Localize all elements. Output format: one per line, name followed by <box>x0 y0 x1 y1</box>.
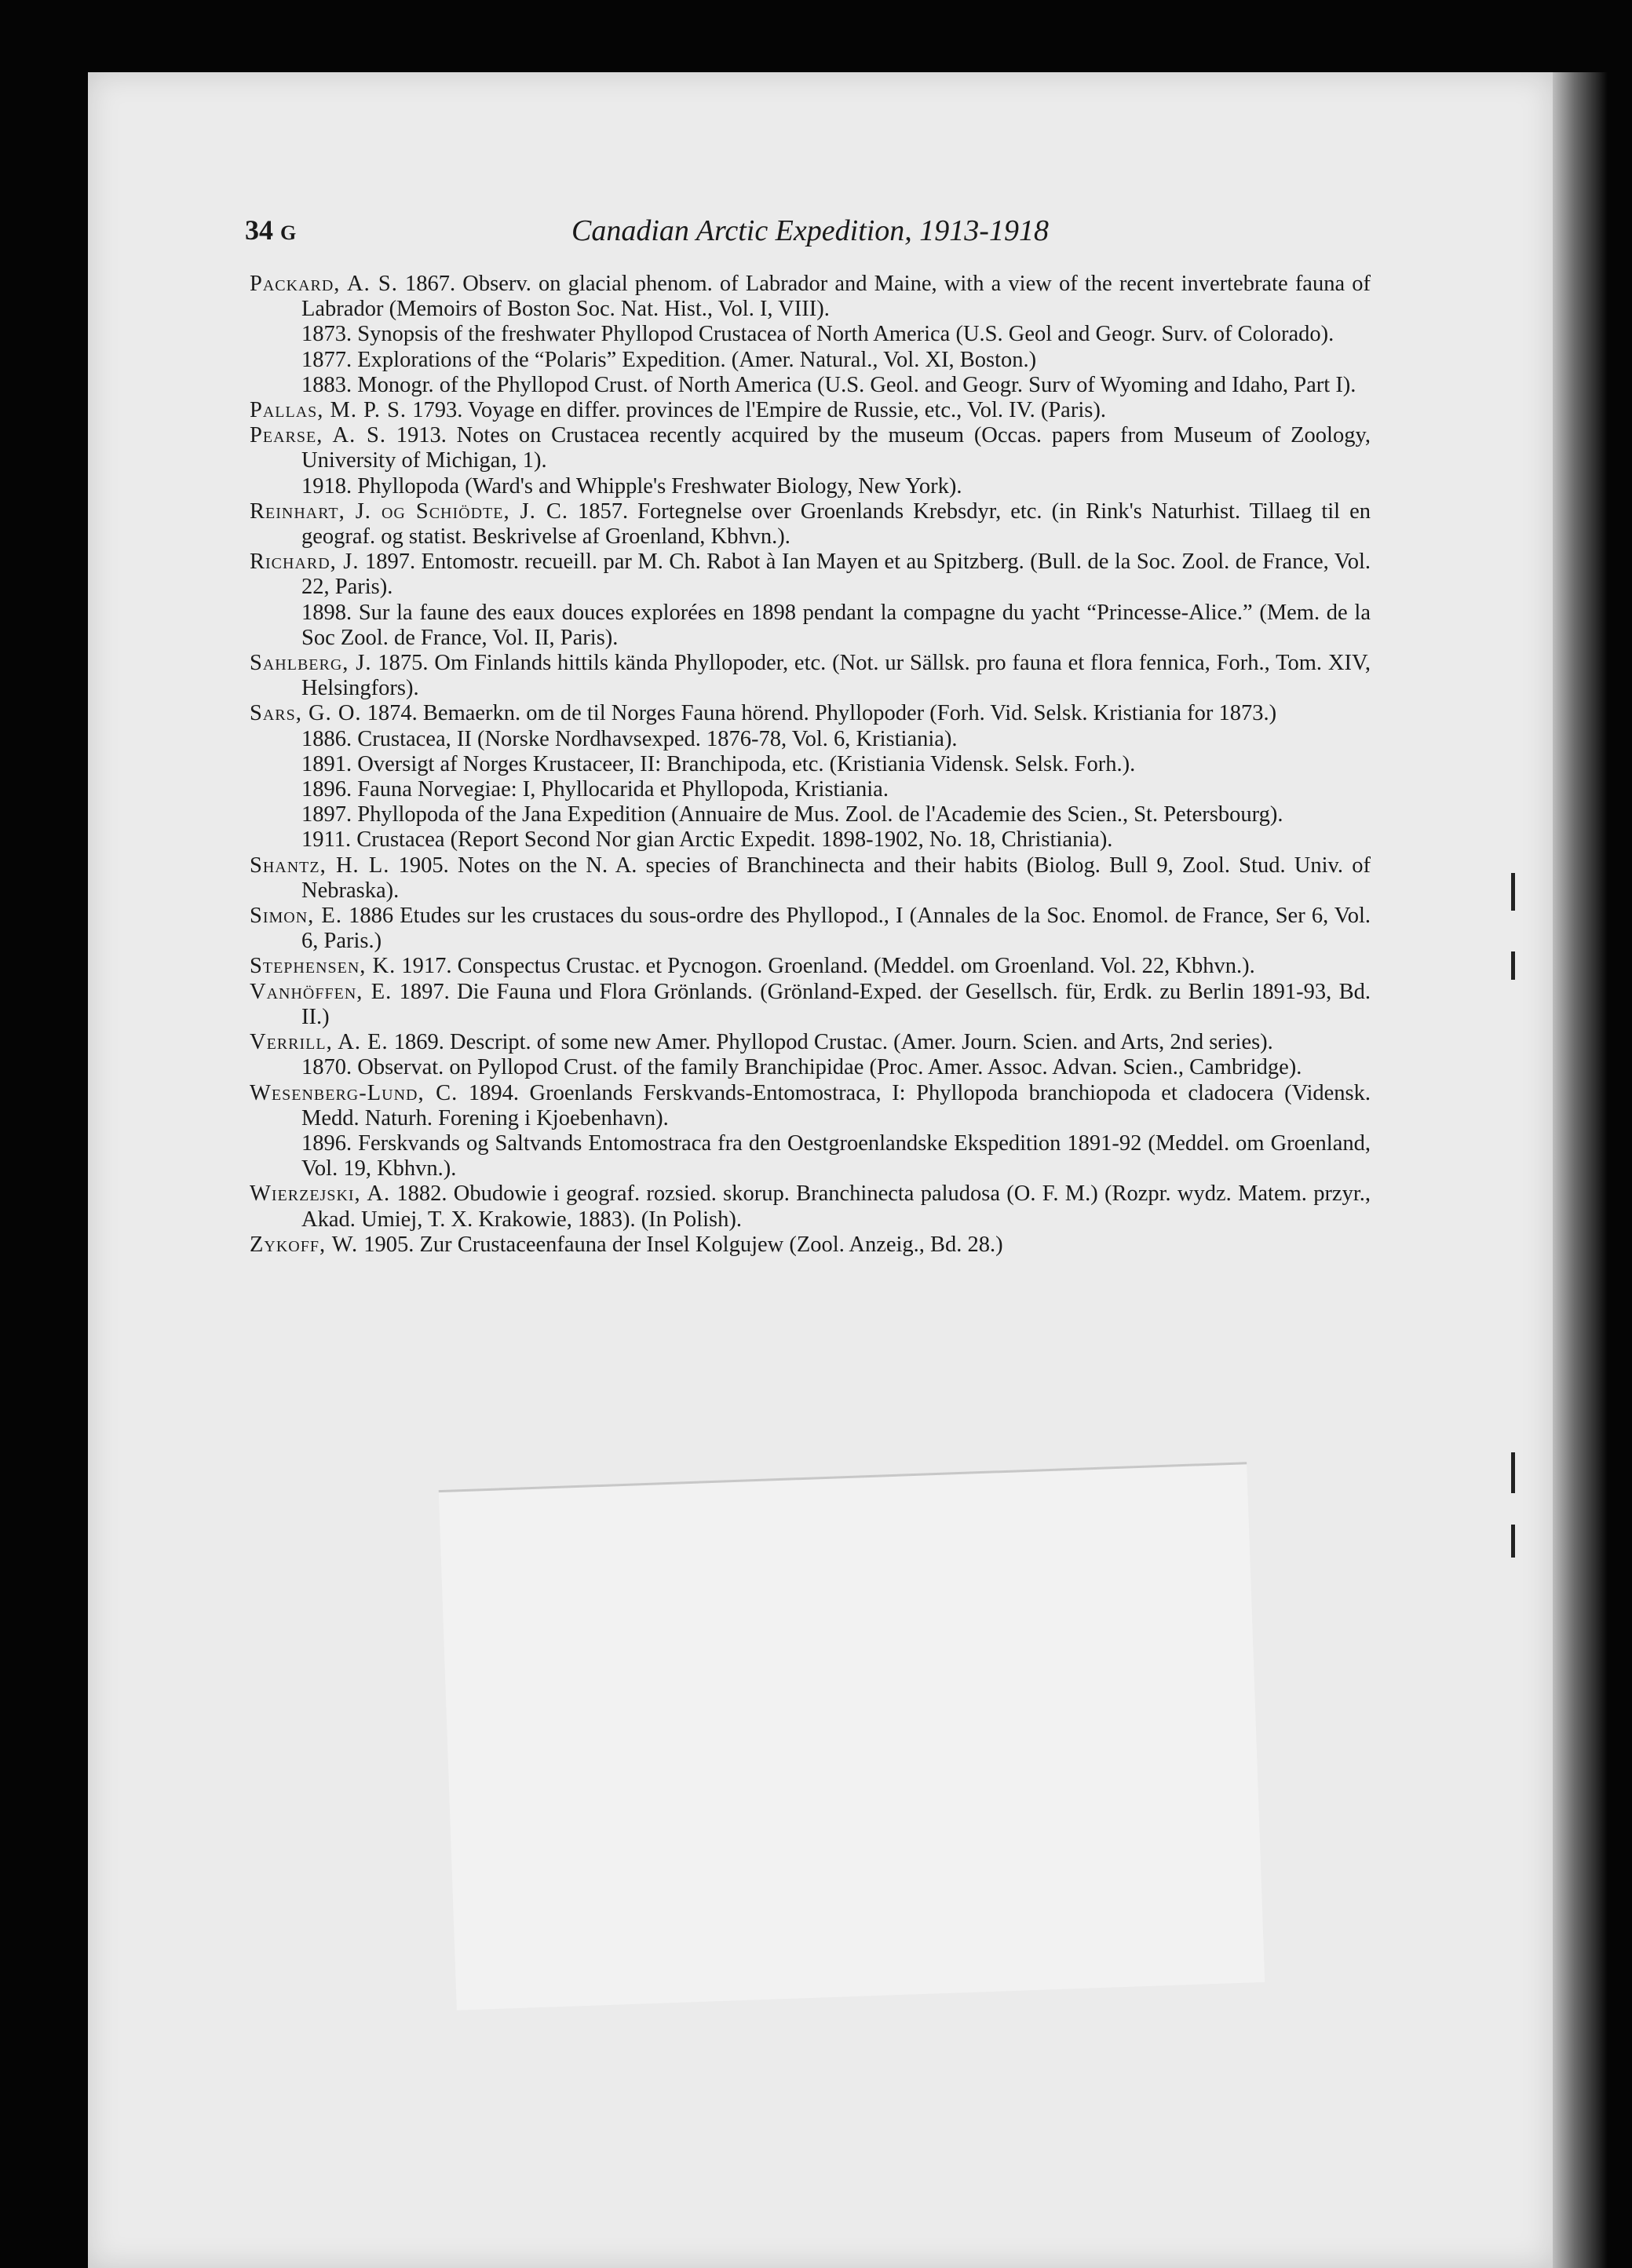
entry-author: Reinhart, J. og Schiödte, J. C. <box>250 499 568 524</box>
paper-fold-mark <box>439 1462 1265 2011</box>
bibliography-entry <box>250 322 1371 347</box>
bibliography-entry <box>250 727 1371 752</box>
book-binding-edge <box>1553 72 1608 2268</box>
entry-author: Wierzejski, A. <box>250 1181 391 1207</box>
bibliography-list <box>250 272 1371 1258</box>
bibliography-entry <box>250 423 1371 473</box>
entry-text: 1869. Descript. of some new Amer. Phyllopod Crustac. (Amer. Journ. Scien. and Arts, 2nd series). <box>388 1030 1273 1055</box>
entry-text: 1896. Fauna Norvegiae: I, Phyllocarida et Phyllopoda, Kristiania. <box>301 777 889 802</box>
bibliography-entry <box>250 1233 1371 1258</box>
entry-text: 1886. Crustacea, II (Norske Nordhavsexped. 1876-78, Vol. 6, Kristiania). <box>301 726 958 751</box>
margin-mark <box>1511 1525 1515 1558</box>
entry-text: 1896. Ferskvands og Saltvands Entomostraca fra den Oestgroenlandske Ekspedition 1891-92 (Meddel. om Groenland, Vol. 19, Kbhvn.). <box>301 1130 1371 1181</box>
entry-text: 1905. Zur Crustaceenfauna der Insel Kolgujew (Zool. Anzeig., Bd. 28.) <box>358 1232 1003 1257</box>
entry-text: 1918. Phyllopoda (Ward's and Whipple's Freshwater Biology, New York). <box>301 473 962 499</box>
bibliography-entry <box>250 827 1371 853</box>
entry-text: 1874. Bemaerkn. om de til Norges Fauna hörend. Phyllopoder (Forh. Vid. Selsk. Kristiania for 1873.) <box>361 701 1277 726</box>
margin-mark <box>1511 951 1515 980</box>
bibliography-entry <box>250 474 1371 499</box>
bibliography-entry <box>250 802 1371 827</box>
margin-mark <box>1511 873 1515 911</box>
entry-text: 1898. Sur la faune des eaux douces explorées en 1898 pendant la compagne du yacht “Princesse-Alice.” (Mem. de la Soc Zool. de France, Vol. II, Paris). <box>301 600 1371 650</box>
entry-author: Packard, A. S. <box>250 272 398 296</box>
entry-author: Simon, E. <box>250 904 342 929</box>
bibliography-entry <box>250 499 1371 550</box>
entry-text: 1897. Phyllopoda of the Jana Expedition (Annuaire de Mus. Zool. de l'Academie des Scien., St. Petersbourg). <box>301 802 1283 827</box>
bibliography-entry <box>250 398 1371 423</box>
page-number: 34 G <box>245 214 297 246</box>
bibliography-entry <box>250 373 1371 398</box>
entry-text: 1886 Etudes sur les crustaces du sous-ordre des Phyllopod., I (Annales de la Soc. Enomol. de France, Ser 6, Vol. 6, Paris.) <box>301 904 1371 954</box>
entry-text: 1870. Observat. on Pyllopod Crust. of the family Branchipidae (Proc. Amer. Assoc. Advan. Scien., Cambridge). <box>301 1055 1302 1080</box>
entry-author: Pallas, M. P. S. <box>250 398 407 423</box>
entry-author: Verrill, A. E. <box>250 1030 389 1055</box>
entry-text: 1894. Groenlands Ferskvands-Entomostraca, I: Phyllopoda branchiopoda et cladocera (Vidensk. Medd. Naturh. Forening i Kjoebenhavn). <box>301 1080 1371 1130</box>
entry-text: 1875. Om Finlands hittils kända Phyllopoder, etc. (Not. ur Sällsk. pro fauna et flora fennica, Forh., Tom. XIV, Helsingfors). <box>301 651 1371 701</box>
entry-text: 1891. Oversigt af Norges Krustaceer, II: Branchipoda, etc. (Kristiania Vidensk. Selsk. Forh.). <box>301 751 1136 776</box>
page-header <box>245 214 1375 253</box>
entry-author: Zykoff, W. <box>250 1232 359 1257</box>
entry-author: Sahlberg, J. <box>250 651 372 676</box>
entry-author: Sars, G. O. <box>250 701 362 726</box>
entry-text: 1913. Notes on Crustacea recently acquired by the museum (Occas. papers from Museum of Zoology, University of Michigan, 1). <box>301 423 1371 473</box>
bibliography-entry <box>250 904 1371 954</box>
margin-mark <box>1511 1452 1515 1493</box>
bibliography-entry <box>250 853 1371 904</box>
entry-text: 1897. Entomostr. recueill. par M. Ch. Rabot à Ian Mayen et au Spitzberg. (Bull. de la Soc. Zool. de France, Vol. 22, Paris). <box>301 550 1371 600</box>
entry-author: Shantz, H. L. <box>250 853 390 878</box>
entry-text: 1867. Observ. on glacial phenom. of Labrador and Maine, with a view of the recent invertebrate fauna of Labrador (Memoirs of Boston Soc. Nat. Hist., Vol. I, VIII). <box>301 272 1371 322</box>
bibliography-entry <box>250 1081 1371 1131</box>
bibliography-entry <box>250 777 1371 802</box>
bibliography-entry <box>250 651 1371 701</box>
entry-author: Richard, J. <box>250 550 360 575</box>
entry-text: 1911. Crustacea (Report Second Nor gian Arctic Expedit. 1898-1902, No. 18, Christiania). <box>301 827 1113 853</box>
entry-text: 1917. Conspectus Crustac. et Pycnogon. Groenland. (Meddel. om Groenland. Vol. 22, Kbhvn.). <box>396 954 1255 979</box>
entry-author: Wesenberg-Lund, C. <box>250 1080 458 1105</box>
bibliography-entry <box>250 272 1371 322</box>
entry-text: 1877. Explorations of the “Polaris” Expedition. (Amer. Natural., Vol. XI, Boston.) <box>301 347 1037 372</box>
entry-text: 1897. Die Fauna und Flora Grönlands. (Grönland-Exped. der Gesellsch. für, Erdk. zu Berlin 1891-93, Bd. II.) <box>301 979 1371 1029</box>
entry-author: Stephensen, K. <box>250 954 396 979</box>
bibliography-entry <box>250 550 1371 600</box>
entry-author: Vanhöffen, E. <box>250 979 392 1004</box>
bibliography-entry <box>250 980 1371 1030</box>
running-title: Canadian Arctic Expedition, 1913-1918 <box>571 214 1049 247</box>
entry-author: Pearse, A. S. <box>250 423 386 448</box>
bibliography-entry <box>250 601 1371 651</box>
bibliography-entry <box>250 1055 1371 1080</box>
bibliography-entry <box>250 1030 1371 1055</box>
bibliography-entry <box>250 701 1371 726</box>
bibliography-entry <box>250 1131 1371 1181</box>
entry-text: 1873. Synopsis of the freshwater Phyllopod Crustacea of North America (U.S. Geol and Geogr. Surv. of Colorado). <box>301 322 1334 347</box>
entry-text: 1857. Fortegnelse over Groenlands Krebsdyr, etc. (in Rink's Naturhist. Tillaeg til en geograf. og statist. Beskrivelse af Groenland, Kbhvn.). <box>301 499 1371 550</box>
bibliography-entry <box>250 348 1371 373</box>
entry-text: 1882. Obudowie i geograf. rozsied. skorup. Branchinecta paludosa (O. F. M.) (Rozpr. wydz. Matem. przyr., Akad. Umiej, T. X. Krakowie, 1883). (In Polish). <box>301 1181 1371 1232</box>
bibliography-entry <box>250 954 1371 979</box>
entry-text: 1793. Voyage en differ. provinces de l'Empire de Russie, etc., Vol. IV. (Paris). <box>407 398 1106 423</box>
entry-text: 1883. Monogr. of the Phyllopod Crust. of North America (U.S. Geol. and Geogr. Surv of Wyoming and Idaho, Part I). <box>301 372 1356 397</box>
bibliography-entry <box>250 1181 1371 1232</box>
bibliography-entry <box>250 752 1371 777</box>
entry-text: 1905. Notes on the N. A. species of Branchinecta and their habits (Biolog. Bull 9, Zool. Stud. Univ. of Nebraska). <box>301 853 1371 903</box>
